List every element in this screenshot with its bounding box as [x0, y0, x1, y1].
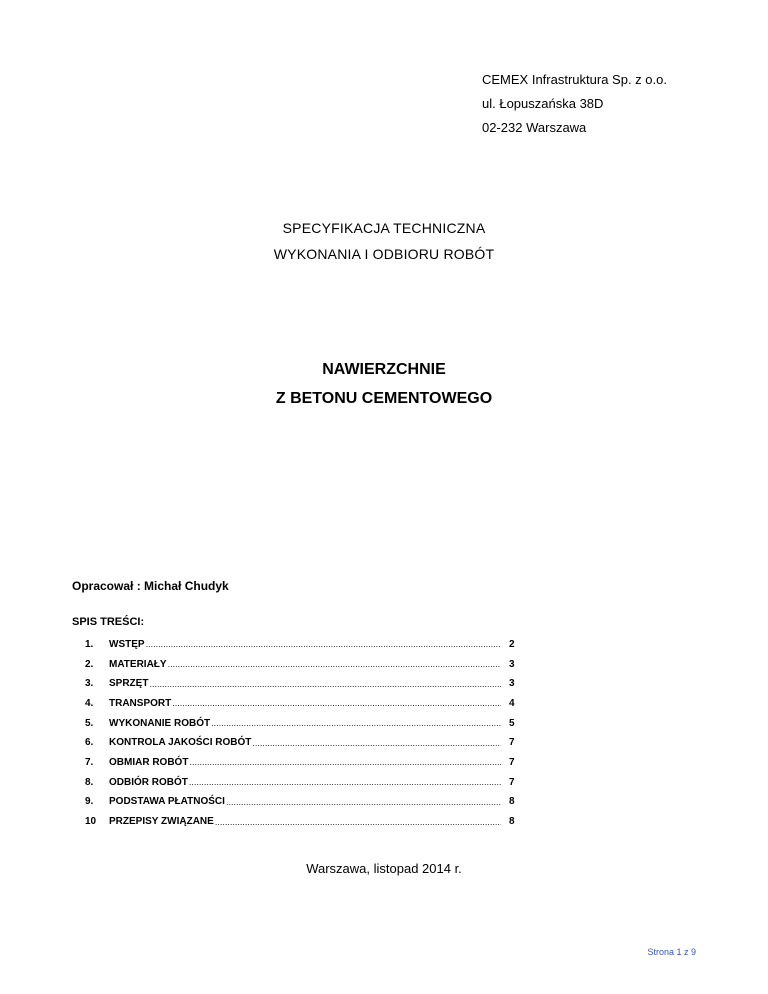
toc-label: ODBIÓR ROBÓT: [109, 776, 188, 788]
toc-row[interactable]: [85, 635, 521, 655]
toc-label: PRZEPISY ZWIĄZANE: [109, 816, 214, 828]
toc-row[interactable]: [85, 793, 521, 813]
toc-leader-dots: [226, 797, 501, 807]
toc-row[interactable]: [85, 733, 521, 753]
toc-number: 9.: [85, 796, 94, 808]
toc-page-number: 3: [509, 658, 515, 670]
toc-row[interactable]: [85, 714, 521, 734]
toc-label: OBMIAR ROBÓT: [109, 756, 189, 768]
toc-label: WSTĘP: [109, 638, 145, 650]
spec-line-2: WYKONANIA I ODBIORU ROBÓT: [273, 246, 495, 262]
toc-leader-dots: [172, 698, 501, 708]
toc-number: 3.: [85, 678, 94, 690]
toc-row[interactable]: [85, 753, 521, 773]
toc-number: 4.: [85, 697, 94, 709]
company-city: 02-232 Warszawa: [482, 120, 587, 135]
toc-leader-dots: [168, 659, 501, 669]
toc-row[interactable]: [85, 773, 521, 793]
company-address: [482, 68, 667, 140]
title-line-1: NAWIERZCHNIE: [322, 361, 446, 378]
toc-heading: SPIS TREŚCI:: [72, 616, 145, 628]
toc-page-number: 7: [509, 756, 515, 768]
toc-leader-dots: [215, 817, 501, 827]
toc-label: TRANSPORT: [109, 697, 172, 709]
author-line: Opracował : Michał Chudyk: [72, 579, 229, 593]
toc-number: 6.: [85, 737, 94, 749]
toc-page-number: 7: [509, 776, 515, 788]
toc-page-number: 7: [509, 737, 515, 749]
title-line-2: Z BETONU CEMENTOWEGO: [275, 390, 493, 407]
toc-label: WYKONANIE ROBÓT: [109, 717, 211, 729]
toc-row[interactable]: [85, 694, 521, 714]
toc-label: PODSTAWA PŁATNOŚCI: [109, 796, 225, 808]
toc-page-number: 5: [509, 717, 515, 729]
page-number-footer: Strona 1 z 9: [647, 947, 696, 957]
toc-page-number: 8: [509, 816, 515, 828]
toc-number: 1.: [85, 638, 94, 650]
company-street: ul. Łopuszańska 38D: [482, 96, 604, 111]
toc-number: 2.: [85, 658, 94, 670]
specification-heading: [0, 215, 768, 267]
place-and-date: Warszawa, listopad 2014 r.: [306, 861, 462, 876]
toc-number: 10: [85, 816, 97, 828]
toc-label: SPRZĘT: [109, 678, 149, 690]
toc-page-number: 8: [509, 796, 515, 808]
toc-label: MATERIAŁY: [109, 658, 167, 670]
table-of-contents: [85, 635, 521, 832]
toc-page-number: 3: [509, 678, 515, 690]
document-title: [0, 355, 768, 413]
toc-leader-dots: [146, 639, 501, 649]
toc-row[interactable]: [85, 655, 521, 675]
toc-leader-dots: [149, 679, 501, 689]
company-name: CEMEX Infrastruktura Sp. z o.o.: [482, 72, 667, 87]
toc-label: KONTROLA JAKOŚCI ROBÓT: [109, 737, 252, 749]
toc-number: 7.: [85, 756, 94, 768]
toc-row[interactable]: [85, 674, 521, 694]
toc-leader-dots: [252, 738, 501, 748]
spec-line-1: SPECYFIKACJA TECHNICZNA: [282, 220, 486, 236]
toc-page-number: 4: [509, 697, 515, 709]
toc-number: 8.: [85, 776, 94, 788]
toc-leader-dots: [211, 718, 501, 728]
toc-page-number: 2: [509, 638, 515, 650]
toc-row[interactable]: [85, 812, 521, 832]
toc-number: 5.: [85, 717, 94, 729]
toc-leader-dots: [189, 777, 501, 787]
toc-leader-dots: [189, 757, 501, 767]
